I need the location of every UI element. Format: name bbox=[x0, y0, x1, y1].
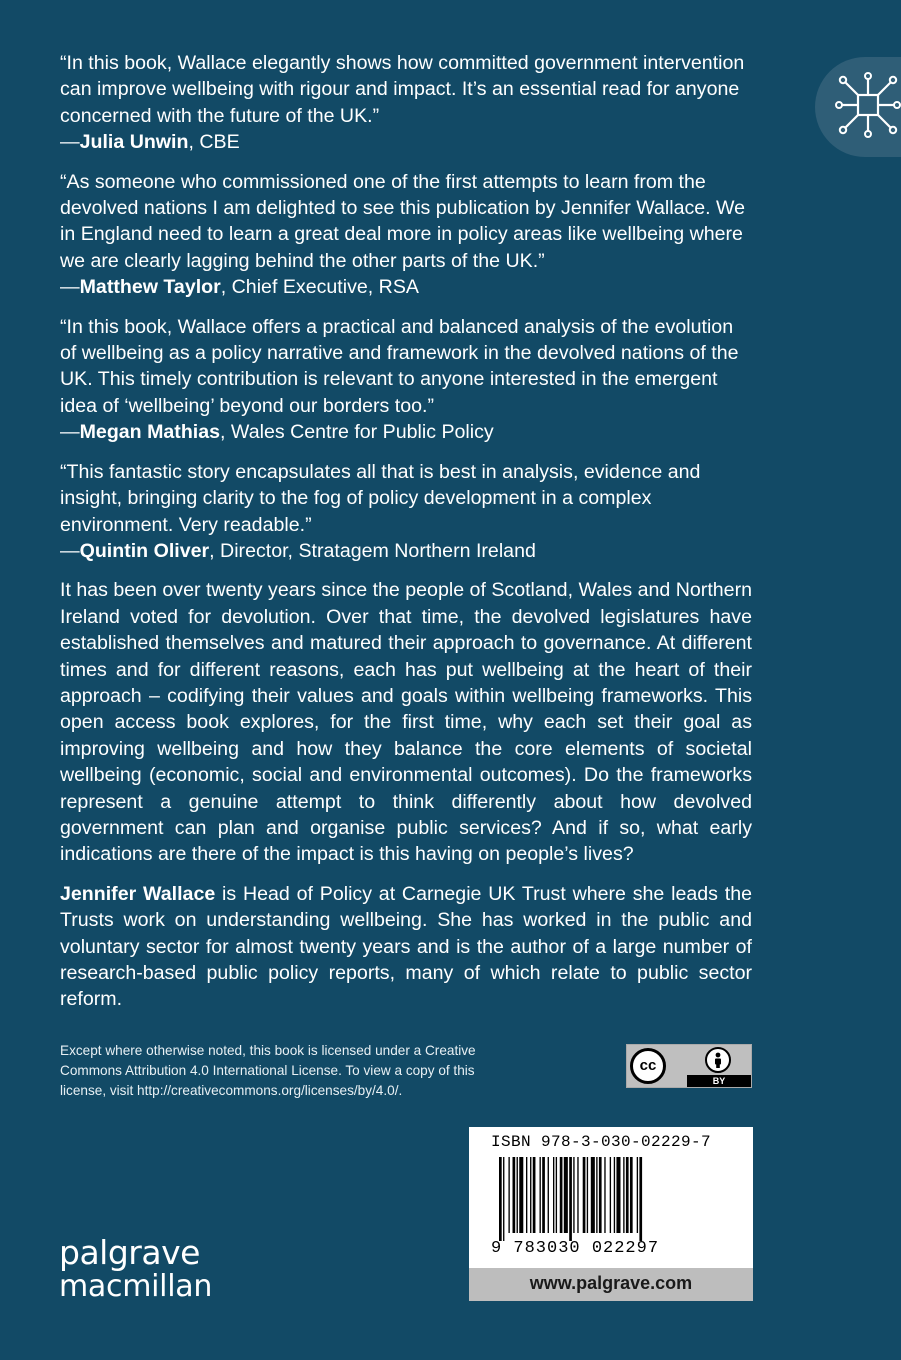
cover-text bbox=[60, 50, 752, 1013]
barcode-bar bbox=[596, 1157, 597, 1233]
barcode-bar bbox=[499, 1157, 502, 1241]
quote-attribution bbox=[60, 538, 752, 564]
isbn-number: ISBN 978-3-030-02229-7 bbox=[491, 1133, 712, 1151]
quote-text: “This fantastic story encapsulates all that is best in analysis, evidence and insight, bringing clarity to the fog of policy development in a complex environment. Very readable.” bbox=[60, 460, 701, 536]
endorser-name: Julia Unwin bbox=[79, 131, 189, 154]
barcode-bar bbox=[626, 1157, 629, 1233]
quote-attribution bbox=[60, 129, 752, 155]
quote-text: “In this book, Wallace offers a practical and balanced analysis of the evolution of wellbeing as a policy narrative and framework in the devolved nations of the UK. This timely contribution is relevant to anyone interested in the emergent idea of ‘wellbeing’ beyond our borders too.” bbox=[60, 315, 739, 417]
author-name: Jennifer Wallace bbox=[60, 882, 216, 905]
barcode-bar bbox=[637, 1157, 638, 1233]
quote-text: “As someone who commissioned one of the first attempts to learn from the devolved nations I am delighted to see this publication by Jennifer Wallace. We in England need to learn a great deal more in policy areas like wellbeing where we are clearly lagging behind the other parts of the UK.” bbox=[60, 170, 746, 272]
quote-attribution bbox=[60, 274, 752, 300]
barcode-bar bbox=[623, 1157, 624, 1233]
barcode-bar bbox=[540, 1157, 541, 1233]
cc-icon: cc bbox=[630, 1048, 666, 1084]
barcode-bar bbox=[553, 1157, 554, 1233]
author-bio-text: is Head of Policy at Carnegie UK Trust where she leads the Trusts work on understanding wellbeing. She has worked in the public and voluntary sector for almost twenty years and is the author of a large number of research-based public policy reports, many of which relate to public sector reform. bbox=[60, 882, 752, 1011]
license-notice: Except where otherwise noted, this book is licensed under a Creative Commons Attribution 4.0 International License. To view a copy of this license, visit http://creativecommons.org/licenses/by/4.0/. bbox=[60, 1043, 476, 1098]
logo-line-1: palgrave bbox=[59, 1233, 200, 1272]
barcode-bar bbox=[583, 1157, 586, 1233]
barcode-bar bbox=[573, 1157, 574, 1233]
endorsement-quote bbox=[60, 50, 752, 156]
endorsement-quote bbox=[60, 459, 752, 565]
author-bio bbox=[60, 881, 752, 1013]
attribution-dash: — bbox=[60, 276, 80, 299]
endorser-name: Megan Mathias bbox=[79, 421, 221, 444]
barcode-bar bbox=[587, 1157, 588, 1233]
barcode-bar bbox=[599, 1157, 602, 1233]
endorsement-quote bbox=[60, 314, 752, 446]
endorser-name: Matthew Taylor bbox=[79, 276, 221, 299]
barcode-bar bbox=[556, 1157, 557, 1233]
barcode-bar bbox=[517, 1157, 518, 1233]
attribution-person-icon bbox=[705, 1047, 731, 1073]
cc-by-license-badge bbox=[626, 1044, 752, 1088]
barcode-bars bbox=[499, 1157, 725, 1241]
barcode-bar bbox=[508, 1157, 509, 1233]
attribution-dash: — bbox=[60, 421, 80, 444]
barcode-bar bbox=[530, 1157, 531, 1233]
barcode-bar bbox=[591, 1157, 595, 1233]
barcode-bar bbox=[610, 1157, 611, 1233]
barcode-bar bbox=[533, 1157, 536, 1233]
isbn-barcode bbox=[469, 1127, 753, 1268]
barcode-bar bbox=[564, 1157, 568, 1233]
endorsement-quote bbox=[60, 169, 752, 301]
barcode-bar bbox=[560, 1157, 563, 1233]
barcode-bar bbox=[503, 1157, 504, 1241]
endorser-role: , CBE bbox=[188, 131, 240, 154]
barcode-bar bbox=[639, 1157, 642, 1241]
quote-text: “In this book, Wallace elegantly shows how committed government intervention can improve wellbeing with rigour and impact. It’s an essential read for anyone concerned with the future of the UK.” bbox=[60, 52, 745, 127]
barcode-bar bbox=[577, 1157, 578, 1233]
endorser-role: , Wales Centre for Public Policy bbox=[220, 421, 494, 444]
barcode-bar bbox=[513, 1157, 516, 1233]
barcode-bar bbox=[630, 1157, 633, 1233]
barcode-bar bbox=[526, 1157, 527, 1233]
barcode-bar bbox=[614, 1157, 615, 1233]
logo-line-2: macmillan bbox=[59, 1269, 213, 1304]
barcode-bar bbox=[519, 1157, 523, 1233]
endorser-name: Quintin Oliver bbox=[79, 539, 210, 562]
endorser-role: , Director, Stratagem Northern Ireland bbox=[209, 539, 536, 562]
network-node-icon bbox=[833, 70, 901, 140]
series-badge bbox=[815, 57, 901, 157]
barcode-bar bbox=[542, 1157, 545, 1233]
palgrave-macmillan-logo bbox=[59, 1233, 213, 1304]
barcode-bar bbox=[616, 1157, 620, 1233]
barcode-bar bbox=[548, 1157, 549, 1233]
book-description: It has been over twenty years since the people of Scotland, Wales and Northern Ireland voted for devolution. Over that time, the devolved legislatures have established themselves and matured their approach to governance. At different times and for different reasons, each has put wellbeing at the heart of their approach – codifying their values and goals within wellbeing frameworks. This open access book explores, for the first time, why each set their goal as improving wellbeing and how they balance the core elements of societal wellbeing (economic, social and environmental outcomes). Do the frameworks represent a genuine attempt to think differently about how devolved government can plan and organise public services? And if so, what early indications are there of the impact is this having on people’s lives? bbox=[60, 579, 752, 866]
quote-attribution bbox=[60, 419, 752, 445]
by-label: BY bbox=[712, 1076, 726, 1086]
barcode-bar bbox=[569, 1157, 572, 1241]
endorser-role: , Chief Executive, RSA bbox=[220, 276, 419, 299]
barcode-bar bbox=[604, 1157, 605, 1233]
ean-digits: 9 783030 022297 bbox=[491, 1239, 660, 1258]
attribution-dash: — bbox=[60, 131, 80, 154]
publisher-website: www.palgrave.com bbox=[469, 1268, 753, 1301]
attribution-dash: — bbox=[60, 539, 80, 562]
